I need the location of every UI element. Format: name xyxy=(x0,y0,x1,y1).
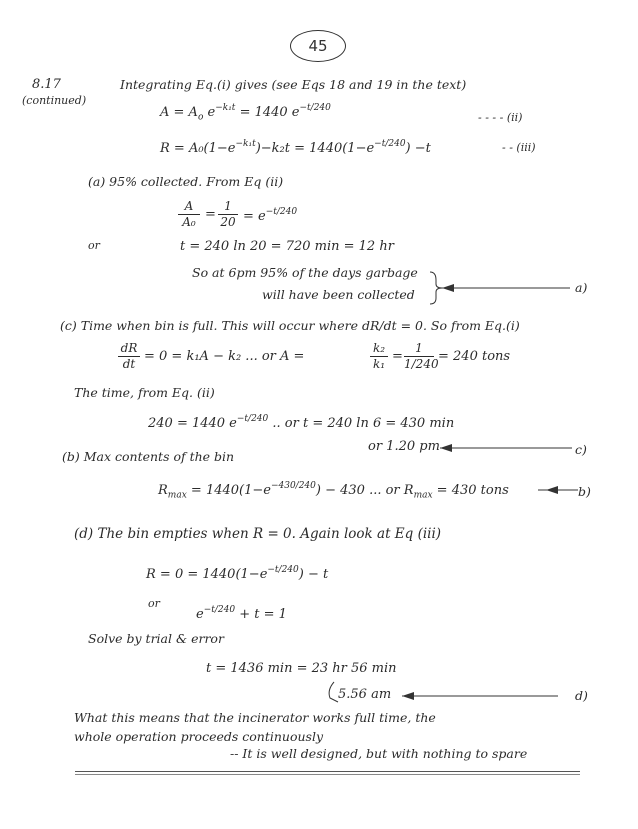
part-c-result: = 240 tons xyxy=(438,349,511,364)
fraction-k2-k1: k₂ k₁ xyxy=(370,342,388,371)
part-c-time-result: or 1.20 pm xyxy=(368,439,440,454)
bottom-divider-shadow xyxy=(75,774,580,775)
part-a-exponential: = $e^{-t/240}$ xyxy=(243,207,298,224)
intro-text: Integrating Eq.(i) gives (see Eqs 18 and 19 in the text) xyxy=(120,77,467,92)
part-a-equals: = xyxy=(205,207,216,222)
conclusion-line-2: whole operation proceeds continuously xyxy=(74,729,324,744)
part-b-arrow xyxy=(536,482,580,498)
part-c-equation: = 0 = k₁A − k₂ ... or A = xyxy=(144,349,305,364)
part-d-label: d) xyxy=(575,688,588,703)
part-d-equation-1: $R = 0 = 1440(1-e^{-t/240}) - t$ xyxy=(146,565,329,582)
fraction-one-over-240: 1 1/240 xyxy=(404,341,439,371)
part-a-result-line1: So at 6pm 95% of the days garbage xyxy=(192,265,418,280)
part-c-arrow xyxy=(436,440,576,456)
part-a-heading: (a) 95% collected. From Eq (ii) xyxy=(88,174,284,189)
part-a-result-line2: will have been collected xyxy=(262,287,415,302)
part-d-time: t = 1436 min = 23 hr 56 min xyxy=(206,661,397,676)
part-c-time-heading: The time, from Eq. (ii) xyxy=(74,385,215,400)
equation-iii-tag: - - (iii) xyxy=(502,141,536,154)
part-d-or: or xyxy=(148,597,160,610)
equation-ii-tag: - - - - (ii) xyxy=(478,111,523,124)
problem-number: 8.17 xyxy=(32,77,61,92)
bottom-divider xyxy=(75,771,580,772)
part-b-label: b) xyxy=(578,484,591,499)
fraction-a-over-a0: A A₀ xyxy=(178,200,200,229)
part-d-clock-time: 5.56 am xyxy=(338,687,392,702)
problem-continued-note: (continued) xyxy=(22,94,87,107)
fraction-dr-dt: dR dt xyxy=(118,342,140,371)
part-c-time-equation: 240 = 1440 $e^{-t/240}$ .. or t = 240 ln 6 = 430 min xyxy=(148,414,455,431)
equation-ii: $A = A_o$ $e^{-k_1t} = 1440$ $e^{-t/240}$ xyxy=(160,103,331,123)
conclusion-line-3: -- It is well designed, but with nothing to spare xyxy=(230,746,528,761)
fraction-one-over-twenty: 1 20 xyxy=(218,200,238,229)
part-a-or: or xyxy=(88,239,100,252)
part-d-equation-2: $e^{-t/240} + t = 1$ xyxy=(196,605,287,622)
equation-iii: $R = A_0(1-e^{-k_1t})-k_2t = 1440(1-e^{-t/240}) -t$ xyxy=(160,139,431,156)
part-a-time: t = 240 ln 20 = 720 min = 12 hr xyxy=(180,239,394,254)
part-b-equation: $R_{max} = 1440(1-e^{-430/240}) - 430$ ... or $R_{max} = 430$ tons xyxy=(158,481,509,501)
part-b-heading: (b) Max contents of the bin xyxy=(62,449,235,464)
part-c-label: c) xyxy=(575,442,587,457)
part-a-label: a) xyxy=(575,280,588,295)
part-c-heading: (c) Time when bin is full. This will occur where dR/dt = 0. So from Eq.(i) xyxy=(60,318,520,333)
part-d-heading: (d) The bin empties when R = 0. Again look at Eq (iii) xyxy=(74,526,442,542)
part-a-bracket-arrow xyxy=(420,268,600,308)
part-d-solve-note: Solve by trial & error xyxy=(88,631,224,646)
part-d-arrow xyxy=(400,688,560,704)
part-c-equals: = xyxy=(392,349,403,364)
page-number: 45 xyxy=(290,30,346,62)
conclusion-line-1: What this means that the incinerator works full time, the xyxy=(74,710,436,725)
